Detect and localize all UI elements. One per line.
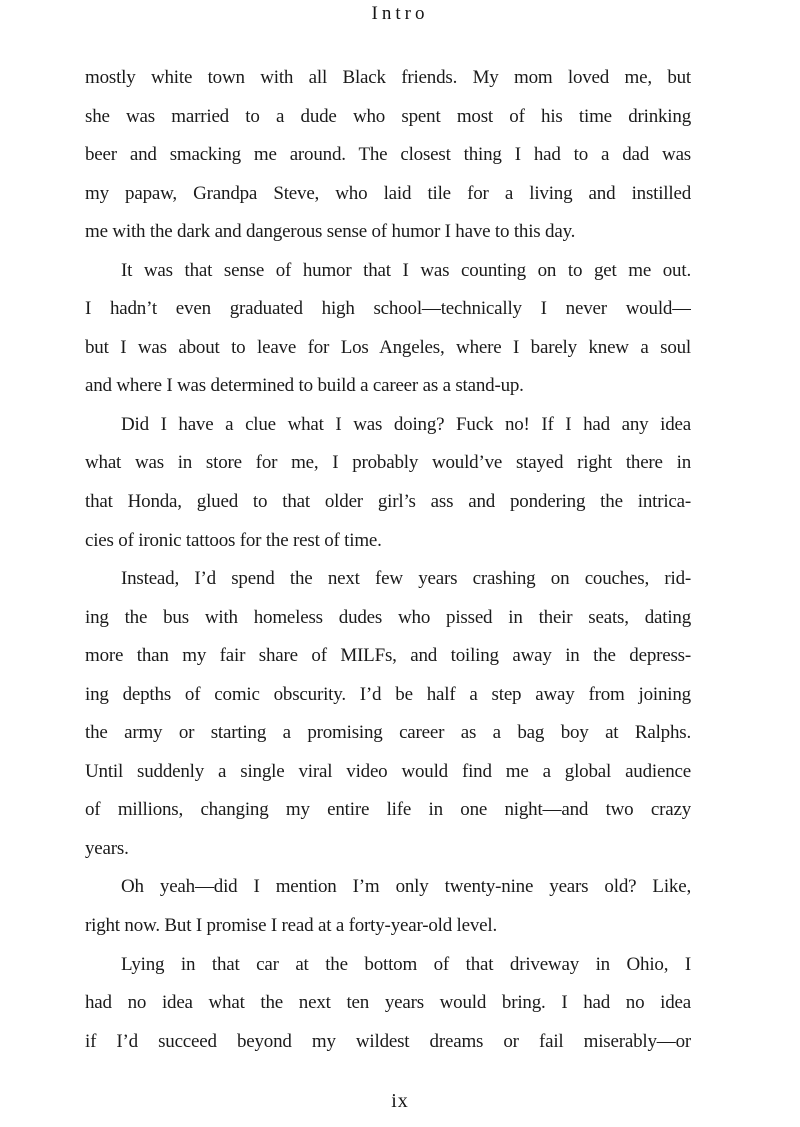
text-line: more than my fair share of MILFs, and toiling away in the depress-	[85, 645, 691, 667]
text-line: and where I was determined to build a career as a stand-up.	[85, 375, 524, 397]
text-line: Oh yeah—did I mention I’m only twenty-nine years old? Like,	[121, 876, 691, 898]
text-line: Instead, I’d spend the next few years crashing on couches, rid-	[121, 568, 691, 590]
text-line: that Honda, glued to that older girl’s ass and pondering the intrica-	[85, 491, 691, 513]
text-line: what was in store for me, I probably would’ve stayed right there in	[85, 452, 691, 474]
text-line: It was that sense of humor that I was counting on to get me out.	[121, 259, 691, 281]
text-line: if I’d succeed beyond my wildest dreams or fail miserably—or	[85, 1030, 691, 1052]
text-line: Until suddenly a single viral video would find me a global audience	[85, 760, 691, 782]
text-line: she was married to a dude who spent most of his time drinking	[85, 105, 691, 127]
text-line: beer and smacking me around. The closest thing I had to a dad was	[85, 144, 691, 166]
text-line: of millions, changing my entire life in one night—and two crazy	[85, 799, 691, 821]
text-line: had no idea what the next ten years would bring. I had no idea	[85, 992, 691, 1014]
text-line: but I was about to leave for Los Angeles, where I barely knew a soul	[85, 336, 691, 358]
body-text-block	[85, 59, 691, 1061]
text-line: mostly white town with all Black friends. My mom loved me, but	[85, 67, 691, 88]
text-line: Lying in that car at the bottom of that driveway in Ohio, I	[121, 953, 691, 975]
text-line: my papaw, Grandpa Steve, who laid tile for a living and instilled	[85, 182, 691, 204]
text-line: the army or starting a promising career as a bag boy at Ralphs.	[85, 722, 691, 744]
page-number: ix	[391, 1090, 409, 1112]
text-line: ing the bus with homeless dudes who pissed in their seats, dating	[85, 606, 691, 628]
text-line: ing depths of comic obscurity. I’d be half a step away from joining	[85, 683, 691, 705]
text-line: me with the dark and dangerous sense of humor I have to this day.	[85, 221, 576, 243]
chapter-running-head: Intro	[371, 3, 429, 24]
text-line: right now. But I promise I read at a forty-year-old level.	[85, 915, 498, 937]
text-line: I hadn’t even graduated high school—technically I never would—	[85, 298, 691, 320]
text-line: Did I have a clue what I was doing? Fuck no! If I had any idea	[121, 413, 691, 435]
text-line: cies of ironic tattoos for the rest of time.	[85, 529, 382, 551]
text-line: years.	[85, 837, 129, 859]
